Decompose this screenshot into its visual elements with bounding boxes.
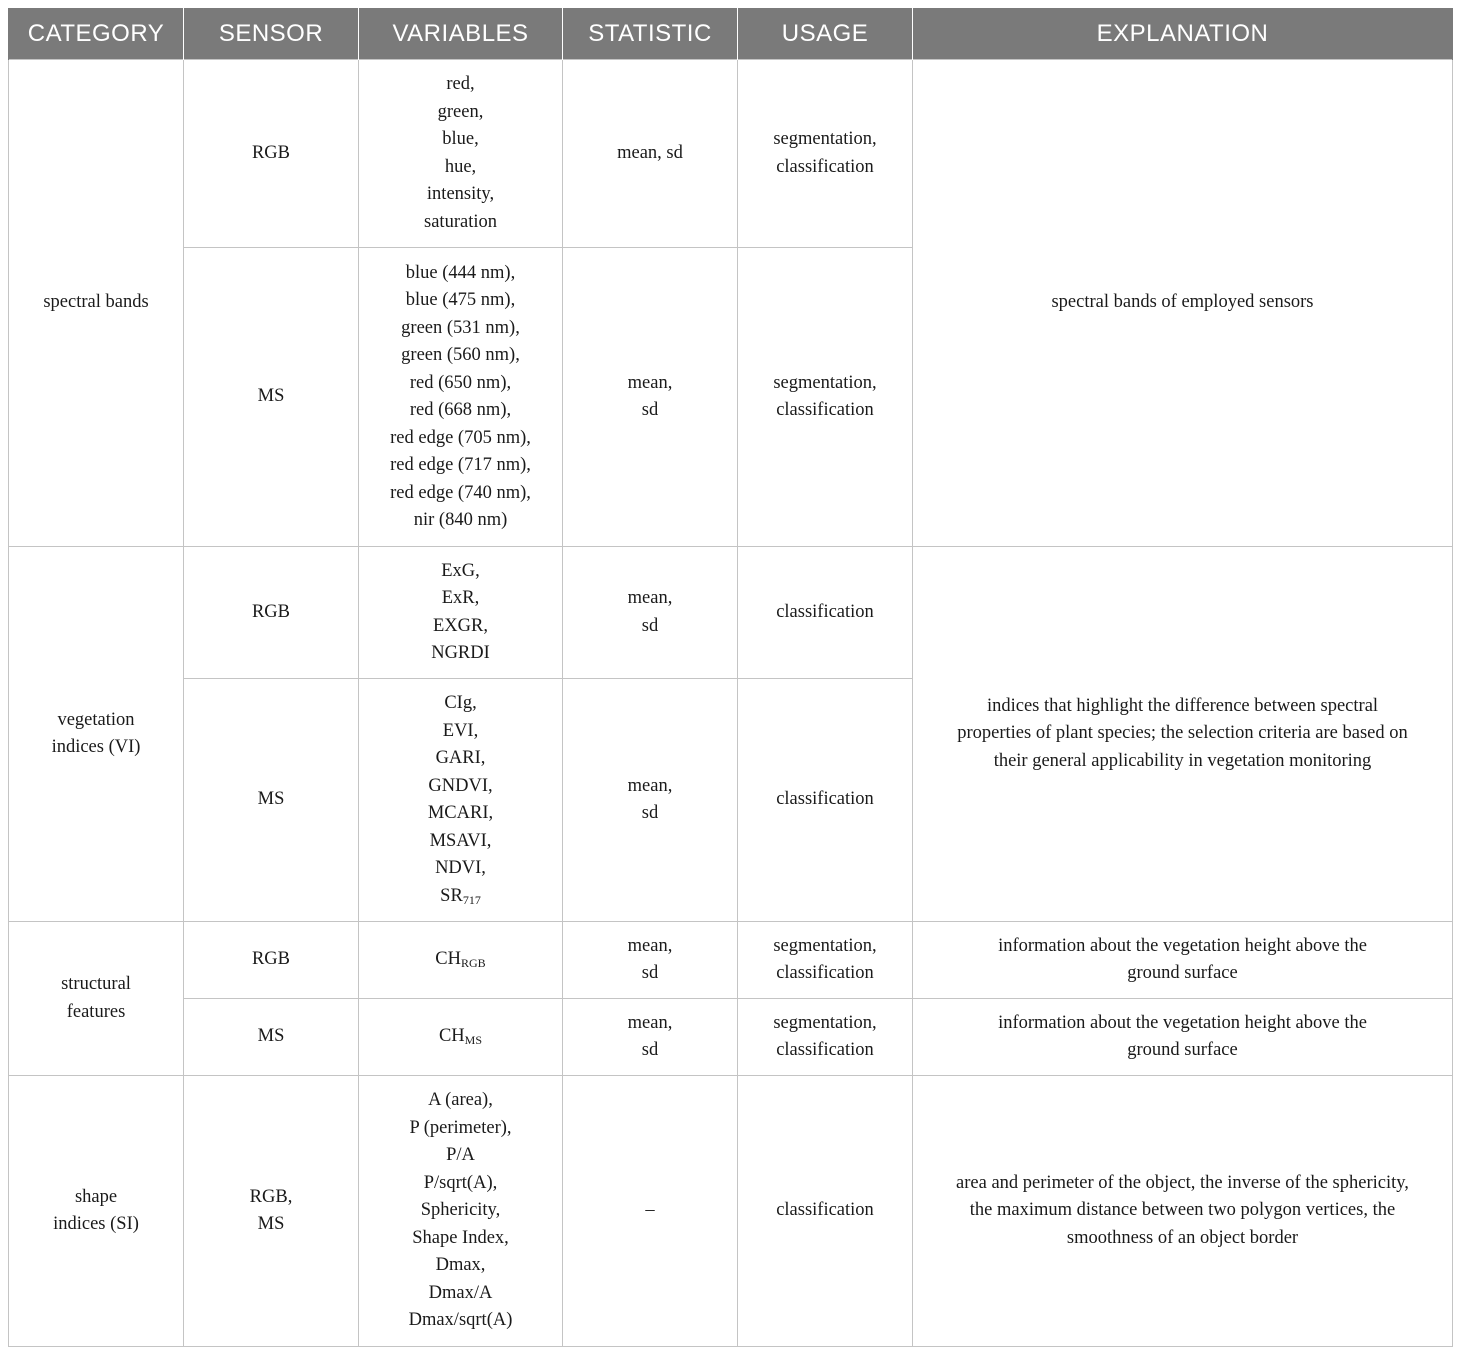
table-row [9, 999, 1453, 1076]
variables-cell-line: blue (444 nm), [405, 262, 516, 283]
header-sensor: SENSOR [184, 8, 359, 60]
explanation-cell-line: area and perimeter of the object, the inverse of the sphericity, [956, 1172, 1409, 1193]
variables-cell [359, 679, 563, 922]
sensor-cell-line: MS [257, 1214, 285, 1234]
variables-cell-line: P/sqrt(A), [423, 1172, 498, 1193]
usage-cell-line: classification [776, 789, 874, 810]
usage-cell [738, 1076, 913, 1347]
statistic-cell-line: mean, [627, 588, 673, 608]
explanation-cell [913, 922, 1453, 999]
variables-cell-line: NGRDI [431, 643, 490, 663]
variables-cell-line: green (560 nm), [401, 345, 520, 365]
table-row [9, 60, 1453, 248]
variables-cell-line: Shape Index, [412, 1227, 509, 1248]
variables-cell-line: ExG, [441, 560, 480, 581]
category-cell-line: spectral bands [43, 292, 149, 313]
statistic-cell [563, 547, 738, 679]
statistic-cell [563, 679, 738, 922]
sensor-cell-line: MS [257, 1026, 285, 1047]
category-cell [9, 547, 184, 922]
explanation-cell-line: information about the vegetation height above the [998, 1012, 1367, 1033]
explanation-cell-line: ground surface [1127, 963, 1238, 983]
statistic-cell-line: – [645, 1200, 655, 1221]
variables-cell-subscript: RGB [461, 956, 486, 971]
statistic-cell-line: mean, [627, 935, 673, 956]
explanation-cell-line: smoothness of an object border [1066, 1227, 1299, 1248]
sensor-cell [184, 999, 359, 1076]
statistic-cell-line: sd [641, 1040, 659, 1060]
table-row [9, 1076, 1453, 1347]
usage-cell [738, 547, 913, 679]
variables-cell-line: CIg, [444, 693, 477, 713]
category-cell-line: shape [74, 1186, 118, 1207]
variables-cell [359, 1076, 563, 1347]
usage-cell [738, 999, 913, 1076]
variables-cell-line: GNDVI, [428, 775, 493, 796]
usage-cell [738, 60, 913, 248]
usage-cell [738, 248, 913, 547]
variables-cell-line: Sphericity, [420, 1200, 501, 1221]
statistic-cell [563, 248, 738, 547]
header-explanation: EXPLANATION [913, 8, 1453, 60]
variables-cell-line: hue, [444, 156, 477, 177]
sensor-cell-line: RGB [251, 142, 291, 163]
statistic-cell [563, 922, 738, 999]
variables-table [8, 8, 1453, 1347]
statistic-cell-line: mean, sd [617, 142, 683, 163]
statistic-cell-line: sd [641, 615, 659, 636]
variables-cell-subscript: MS [464, 1033, 483, 1048]
sensor-cell-line: MS [257, 789, 285, 810]
variables-cell-line: P (perimeter), [409, 1117, 512, 1138]
explanation-cell-line: properties of plant species; the selection criteria are based on [957, 723, 1408, 744]
variables-cell [359, 547, 563, 679]
variables-cell-base: CH [438, 1026, 465, 1047]
variables-cell-line: red (668 nm), [409, 400, 512, 420]
header-usage: USAGE [738, 8, 913, 60]
usage-cell-line: classification [776, 1200, 874, 1221]
sensor-cell [184, 1076, 359, 1347]
usage-cell [738, 679, 913, 922]
variables-cell-line: red (650 nm), [409, 372, 512, 393]
table-row [9, 922, 1453, 999]
sensor-cell [184, 922, 359, 999]
explanation-cell-line: the maximum distance between two polygon vertices, the [969, 1200, 1396, 1221]
category-cell [9, 60, 184, 547]
variables-cell-line: saturation [424, 211, 497, 232]
category-cell-line: indices (SI) [53, 1214, 139, 1234]
sensor-cell-line: RGB [251, 949, 291, 970]
usage-cell-line: segmentation, [773, 1012, 877, 1033]
variables-cell-line: blue, [442, 129, 479, 149]
variables-cell [359, 922, 563, 999]
usage-cell-line: segmentation, [773, 372, 877, 393]
statistic-cell-line: sd [641, 803, 659, 823]
variables-cell-line: EXGR, [433, 615, 488, 636]
sensor-cell-line: MS [257, 386, 285, 407]
explanation-cell [913, 999, 1453, 1076]
variables-cell-line: red, [446, 74, 475, 94]
variables-cell-line: MCARI, [427, 803, 494, 823]
sensor-cell [184, 248, 359, 547]
sensor-cell-line: RGB [251, 601, 291, 622]
variables-cell [359, 248, 563, 547]
variables-cell-line: P/A [446, 1145, 475, 1166]
variables-cell-base: CH [435, 949, 461, 970]
sensor-cell [184, 679, 359, 922]
table-body [9, 60, 1453, 1347]
header-variables: VARIABLES [359, 8, 563, 60]
category-cell [9, 922, 184, 1076]
usage-cell-line: segmentation, [773, 935, 877, 956]
variables-cell-line: nir (840 nm) [413, 510, 508, 530]
statistic-cell-line: mean, [627, 775, 673, 796]
statistic-cell [563, 60, 738, 248]
usage-cell-line: classification [776, 400, 874, 420]
variables-cell-line: Dmax, [435, 1255, 486, 1276]
category-cell-line: structural [61, 974, 131, 994]
category-cell-line: features [66, 1001, 126, 1022]
explanation-cell-line: ground surface [1127, 1040, 1238, 1060]
explanation-cell-line: their general applicability in vegetation monitoring [993, 750, 1372, 771]
usage-cell-line: segmentation, [773, 129, 877, 149]
header-row [9, 8, 1453, 60]
variables-cell-line: ExR, [441, 588, 480, 608]
statistic-cell-line: sd [641, 963, 659, 983]
usage-cell [738, 922, 913, 999]
variables-cell-line: red edge (740 nm), [390, 482, 531, 503]
variables-cell-line [369, 883, 552, 911]
explanation-cell [913, 1076, 1453, 1347]
variables-cell-line [369, 1023, 552, 1051]
variables-cell-line: A (area), [428, 1090, 493, 1111]
usage-cell-line: classification [776, 963, 874, 983]
variables-cell-line: green (531 nm), [401, 317, 520, 338]
sensor-cell [184, 60, 359, 248]
usage-cell-line: classification [776, 156, 874, 177]
variables-cell [359, 60, 563, 248]
header-category: CATEGORY [9, 8, 184, 60]
usage-cell-line: classification [776, 601, 874, 622]
variables-cell-line: red edge (705 nm), [390, 427, 531, 448]
variables-cell-base: SR [440, 885, 463, 906]
variables-cell-line: MSAVI, [429, 830, 492, 851]
variables-cell-line: intensity, [426, 184, 495, 204]
explanation-cell-line: information about the vegetation height above the [998, 935, 1367, 956]
variables-cell-line: GARI, [435, 748, 486, 768]
explanation-cell-line: indices that highlight the difference between spectral [986, 695, 1379, 716]
explanation-cell-line: spectral bands of employed sensors [1051, 292, 1314, 313]
explanation-cell [913, 547, 1453, 922]
statistic-cell-line: mean, [627, 1012, 673, 1033]
category-cell-line: vegetation [57, 709, 135, 730]
usage-cell-line: classification [776, 1040, 874, 1060]
variables-cell-subscript: 717 [462, 892, 481, 907]
variables-cell-line: blue (475 nm), [405, 290, 516, 310]
variables-cell-line: green, [437, 101, 484, 122]
variables-cell-line: red edge (717 nm), [390, 455, 531, 475]
category-cell-line: indices (VI) [51, 737, 141, 757]
statistic-cell-line: sd [641, 400, 659, 420]
variables-cell [359, 999, 563, 1076]
statistic-cell-line: mean, [627, 372, 673, 393]
statistic-cell [563, 999, 738, 1076]
sensor-cell-line: RGB, [249, 1186, 293, 1207]
variables-cell-line: Dmax/A [428, 1282, 493, 1303]
header-statistic: STATISTIC [563, 8, 738, 60]
statistic-cell [563, 1076, 738, 1347]
variables-cell-line: NDVI, [435, 858, 486, 878]
category-cell [9, 1076, 184, 1347]
variables-cell-line [369, 946, 552, 974]
table-row [9, 547, 1453, 679]
sensor-cell [184, 547, 359, 679]
variables-cell-line: Dmax/sqrt(A) [408, 1310, 513, 1331]
variables-cell-line: EVI, [442, 720, 479, 741]
explanation-cell [913, 60, 1453, 547]
